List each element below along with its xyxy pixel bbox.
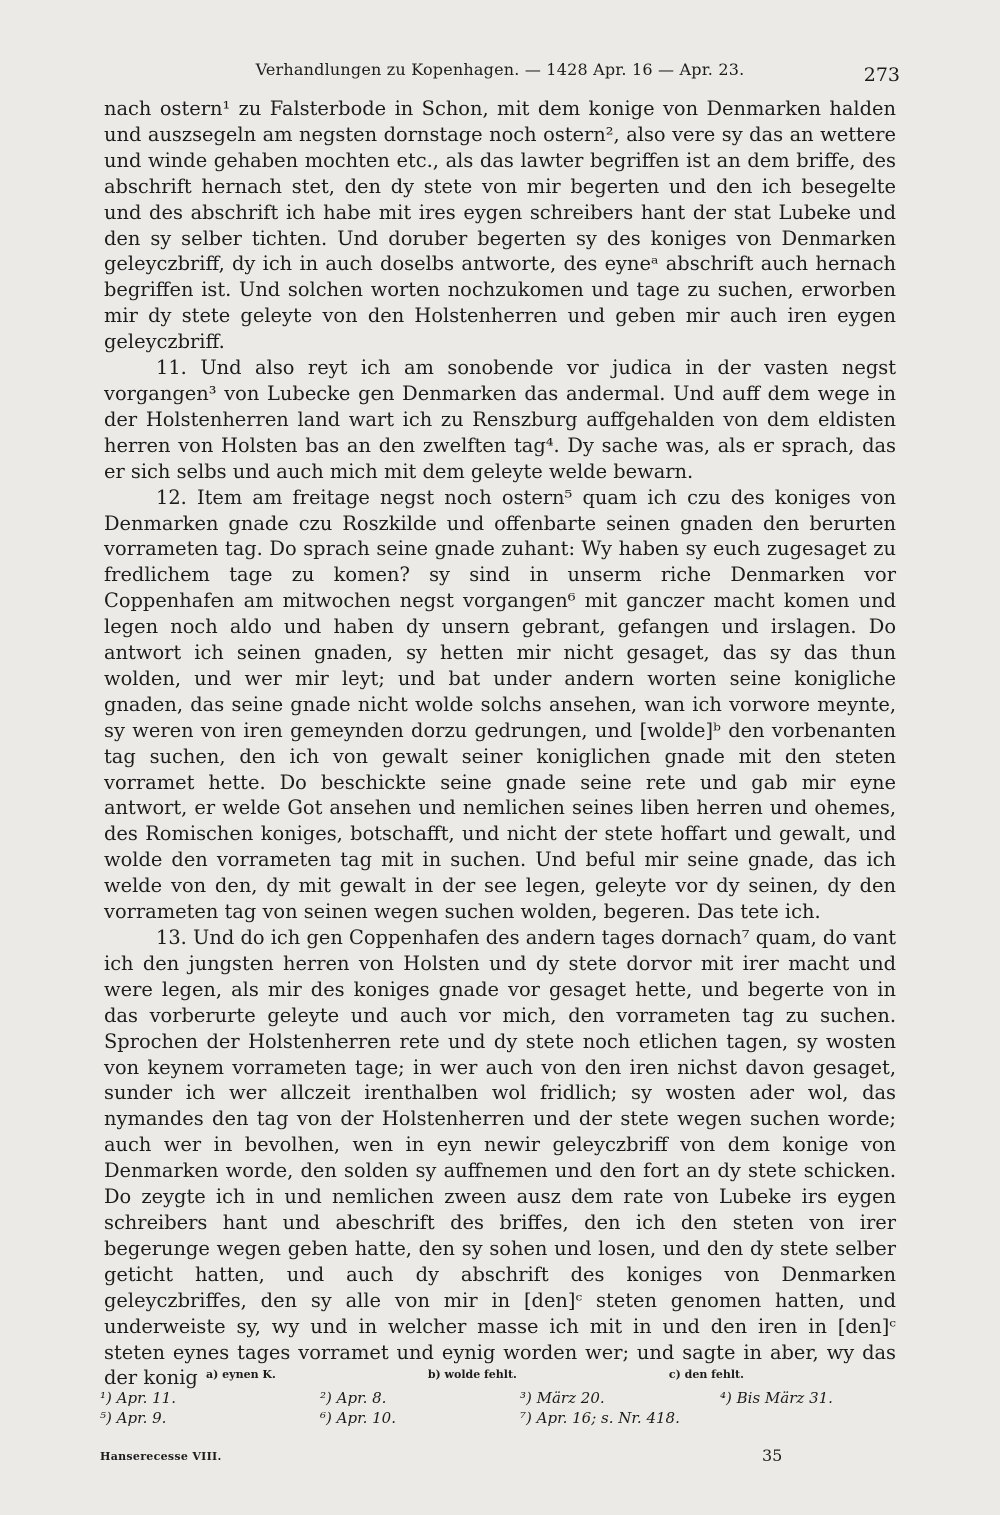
footnote: ⁴) Bis März 31. bbox=[720, 1389, 833, 1407]
critical-note: b) wolde fehlt. bbox=[427, 1368, 517, 1381]
signature-title: Hanserecesse VIII. bbox=[100, 1450, 222, 1463]
footnote: ³) März 20. bbox=[520, 1389, 605, 1407]
running-head bbox=[100, 60, 900, 86]
paragraph-12: 12. Item am freitage negst noch ostern⁵ quam ich czu des koniges von Denmarken gnade czu Roszkilde und offenbarte seinen gnaden den berurten vorrameten tag. Do sprach seine gnade zuhant: Wy haben sy euch zugesaget zu fredlichem tage zu komen? sy sind in unserm riche Denmarken vor Coppenhafen am mitwochen negst vorgangen⁶ mit ganczer macht komen und legen noch aldo und haben dy unsern gebrant, gefangen und irslagen. Do antwort ich seinen gnaden, sy hetten mir nicht gesaget, das sy das thun wolden, und wer mir leyt; und bat under andern worten seine konigliche gnaden, das seine gnade nicht wolde solchs ansehen, wan ich vorwore meynte, sy weren von iren gemeynden dorzu gedrungen, und [wolde]ᵇ den vorbenanten tag suchen, den ich von gewalt seiner koniglichen gnade mit den steten vorramet hette. Do beschickte seine gnade seine rete und gab mir eyne antwort, er welde Got ansehen und nemlichen seines liben herren und ohemes, des Romischen koniges, botschafft, und nicht der stete hoffart und gewalt, und wolde den vorrameten tag mit in suchen. Und beful mir seine gnade, das ich welde von den, dy mit gewalt in der see legen, geleyte vor dy seinen, dy den vorrameten tag von seinen wegen suchen wolden, begeren. Das tete ich. bbox=[104, 485, 896, 924]
footnote-list bbox=[100, 1389, 900, 1427]
footnote: ²) Apr. 8. bbox=[320, 1389, 387, 1407]
footnote: ⁷) Apr. 16; s. Nr. 418. bbox=[520, 1409, 680, 1427]
footnote: ¹) Apr. 11. bbox=[100, 1389, 176, 1407]
page-number: 273 bbox=[863, 64, 900, 86]
body-text bbox=[104, 96, 896, 1391]
footnote: ⁵) Apr. 9. bbox=[100, 1409, 167, 1427]
paragraph-13: 13. Und do ich gen Coppenhafen des andern tages dornach⁷ quam, do vant ich den jungsten herren von Holsten und dy stete dorvor mit irer macht und were legen, als mir des koniges gnade vor gesaget hette, und begerte von in das vorberurte geleyte und auch vor mich, den vorrameten tag zu suchen. Sprochen der Holstenherren rete und dy stete noch etlichen tagen, sy wosten von keynem vorrameten tage; in wer auch von den iren nichst davon gesaget, sunder ich wer allczeit irenthalben wol fridlich; sy wosten ader wol, das nymandes den tag von der Holstenherren und der stete wegen suchen worde; auch wer in bevolhen, wen in eyn newir geleyczbriff von dem konige von Denmarken worde, den solden sy auffnemen und den fort an dy stete schicken. Do zeygte ich in und nemlichen zween ausz dem rate von Lubeke irs eygen schreibers hant und abeschrift des briffes, den ich den steten von irer begerunge wegen geben hatte, den sy sohen und losen, und den dy stete selber geticht hatten, und auch dy abschrift des koniges von Denmarken geleyczbriffes, den sy alle von mir in [den]ᶜ steten genomen hatten, und underweiste sy, wy und in welcher masse ich mit in und den iren in [den]ᶜ steten eynes tages vorramet und eynig worden wer; und sagte in aber, wy das der konig bbox=[104, 926, 896, 1390]
running-head-title: Verhandlungen zu Kopenhagen. — 1428 Apr. 16 — Apr. 23. bbox=[255, 60, 745, 79]
critical-note: c) den fehlt. bbox=[668, 1368, 744, 1381]
paragraph-continuation: nach ostern¹ zu Falsterbode in Schon, mit dem konige von Denmarken halden und auszsegeln am negsten dornstage noch ostern², also vere sy das an wettere und winde gehaben mochten etc., als das lawter begriffen ist an dem briffe, des abschrift hernach stet, den dy stete von mir begerten und den ich besegelte und des abschrift ich habe mit ires eygen schreibers hant der stat Lubeke und den sy selber tichten. Und doruber begerten sy des koniges von Denmarken geleyczbriff, dy ich in auch doselbs antworte, des eyneᵃ abschrift auch hernach begriffen ist. Und solchen worten nochzukomen und tage zu suchen, erworben mir dy stete geleyte von den Holstenherren und geben mir auch iren eygen geleyczbriff. bbox=[104, 97, 896, 354]
critical-apparatus bbox=[100, 1368, 900, 1381]
footnote: ⁶) Apr. 10. bbox=[320, 1409, 396, 1427]
signature-mark: 35 bbox=[762, 1446, 783, 1465]
critical-note: a) eynen K. bbox=[206, 1368, 276, 1381]
footnotes bbox=[100, 1368, 900, 1427]
paragraph-11: 11. Und also reyt ich am sonobende vor judica in der vasten negst vorgangen³ von Lubecke gen Denmarken das andermal. Und auff dem wege in der Holstenherren land wart ich zu Renszburg auffgehalden von dem eldisten herren von Holsten bas an den zwelften tag⁴. Dy sache was, als er sprach, das er sich selbs und auch mich mit dem geleyte welde bewarn. bbox=[104, 356, 896, 483]
